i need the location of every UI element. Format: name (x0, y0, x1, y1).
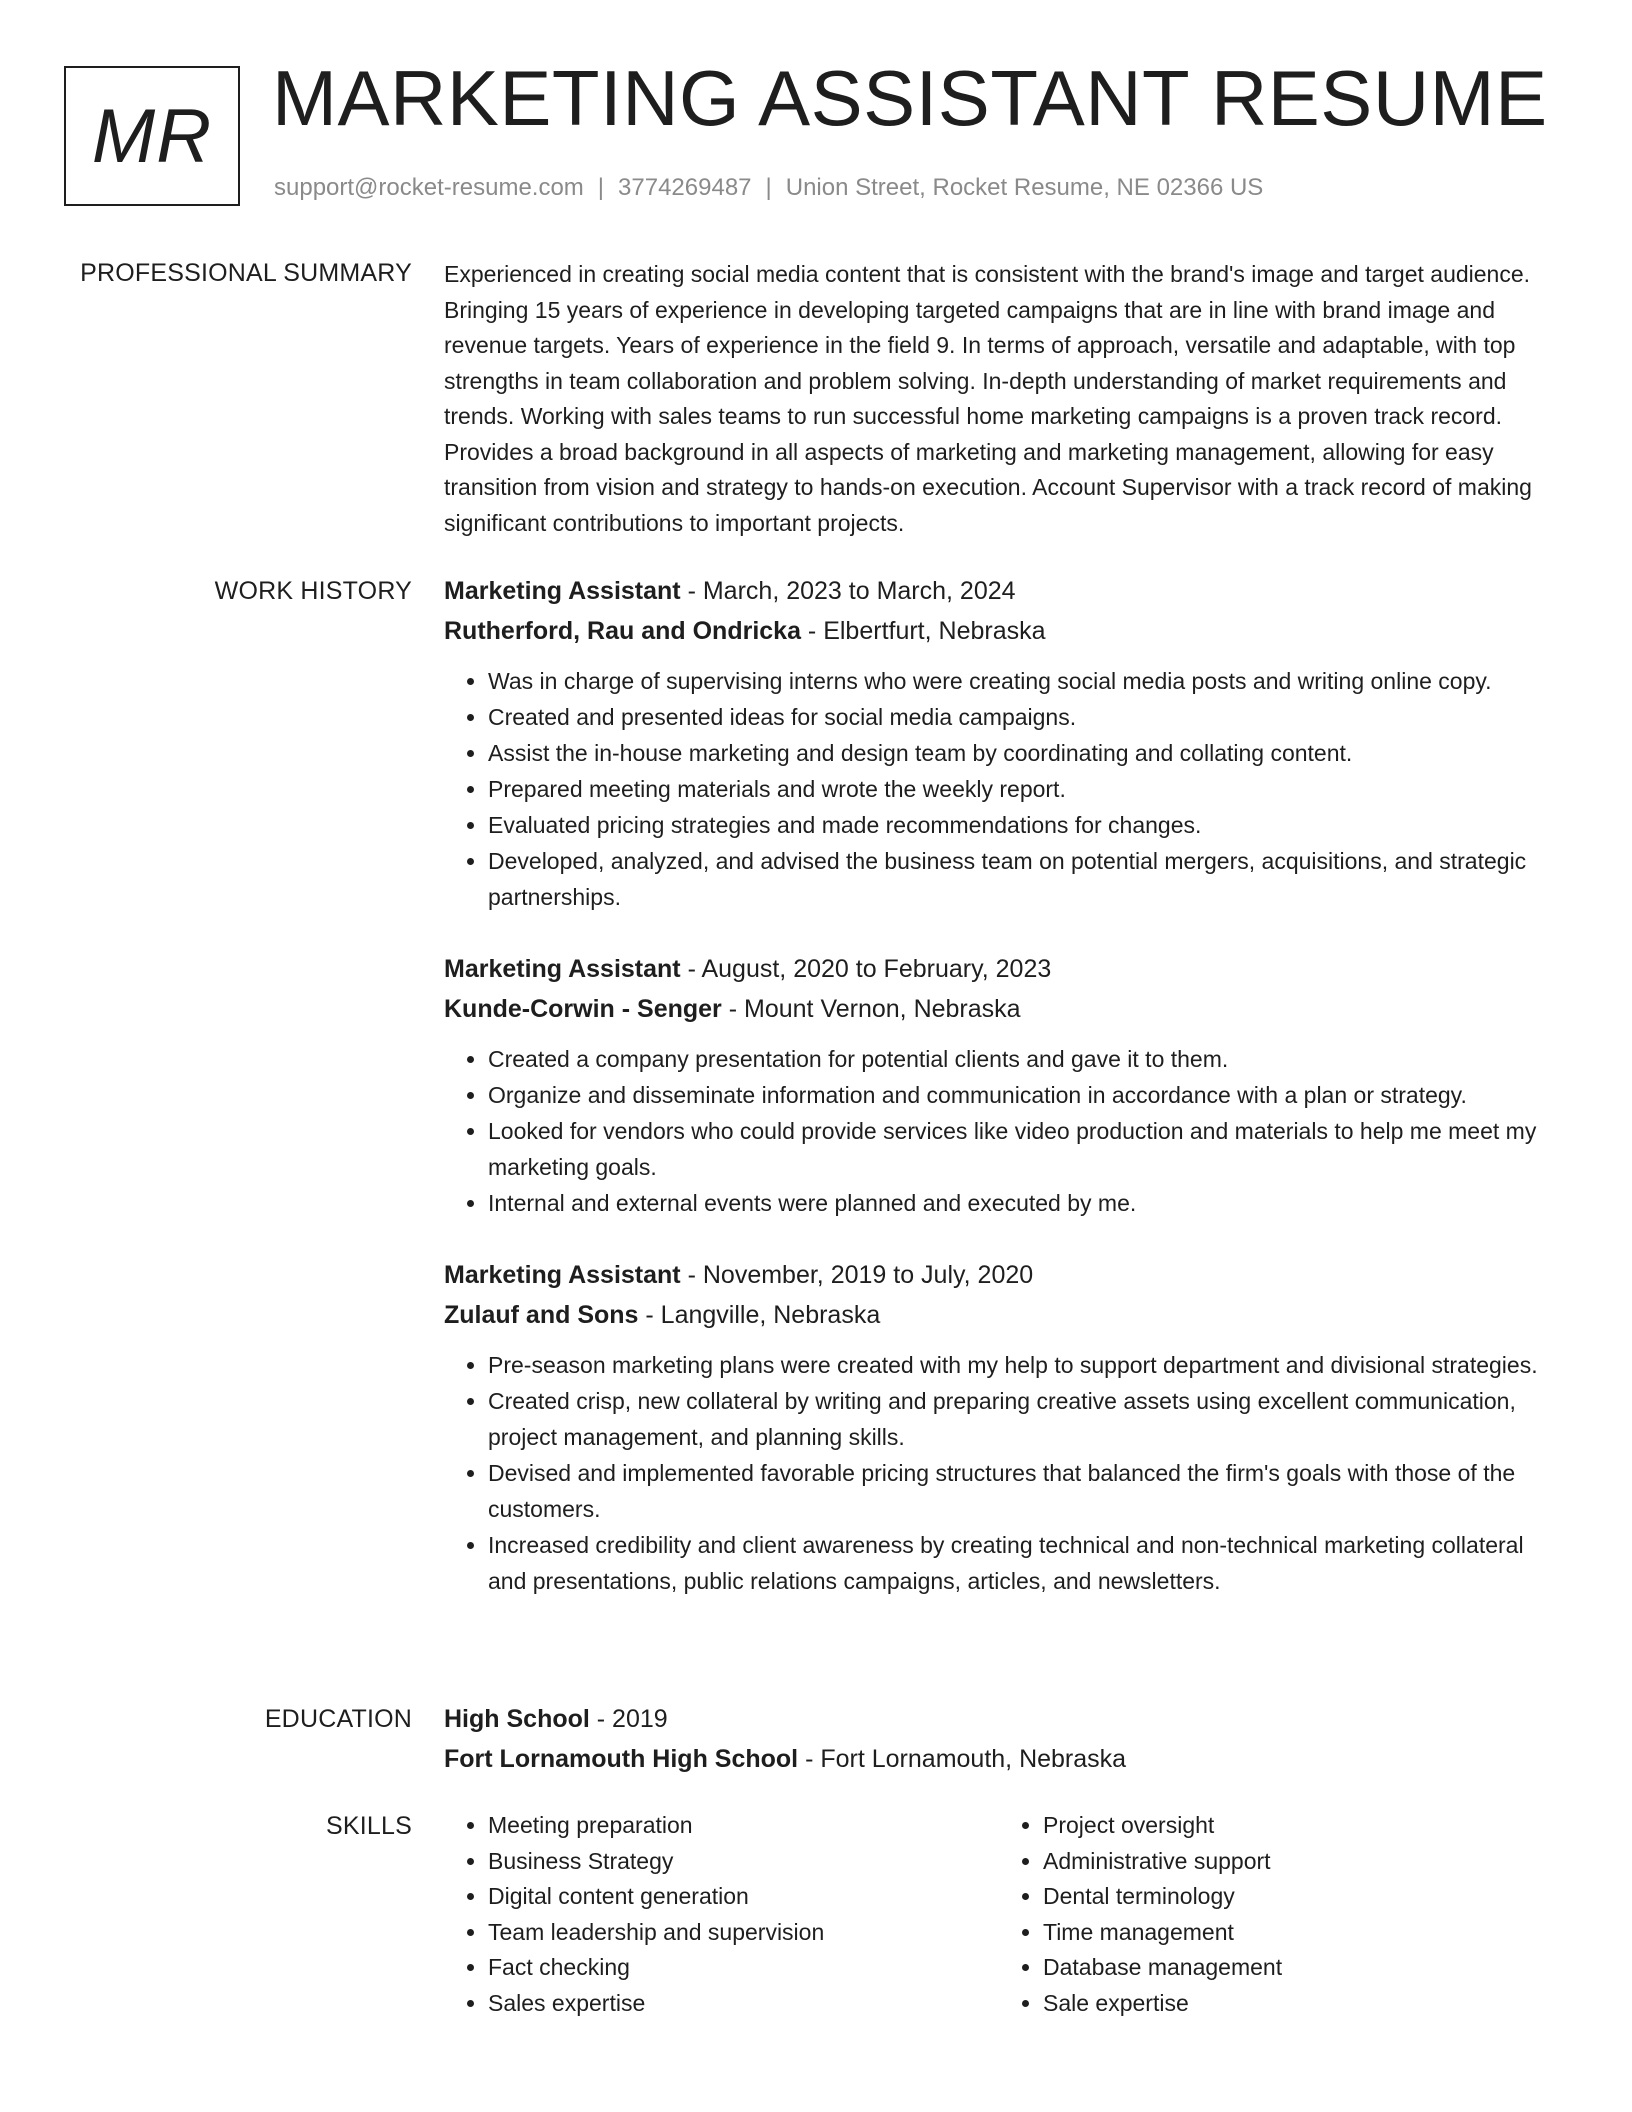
job-entry (444, 1255, 1554, 1599)
monogram-initials: MR (91, 93, 213, 179)
contact-phone: 3774269487 (618, 174, 752, 201)
job-entry (444, 949, 1554, 1221)
job-bullet: • Created crisp, new collateral by writing and preparing creative assets using excellent communication, project management, and planning skills. (488, 1383, 1554, 1455)
job-title-line (444, 949, 1554, 989)
job-bullets (444, 663, 1554, 915)
contact-separator: | (597, 174, 605, 201)
job-company: Rutherford, Rau and Ondricka (444, 617, 801, 645)
job-title-line (444, 571, 1554, 611)
skill-item: • Administrative support (1043, 1844, 1554, 1880)
job-title: Marketing Assistant (444, 955, 681, 983)
job-dates: - November, 2019 to July, 2020 (680, 1261, 1034, 1289)
job-bullet: • Evaluated pricing strategies and made recommendations for changes. (488, 807, 1554, 843)
skill-item: • Dental terminology (1043, 1879, 1554, 1915)
job-bullet: • Organize and disseminate information and communication in accordance with a plan or strategy. (488, 1077, 1554, 1113)
contact-address: Union Street, Rocket Resume, NE 02366 US (785, 174, 1264, 201)
section-label-work-history: WORK HISTORY (214, 577, 412, 605)
job-dates: - August, 2020 to February, 2023 (680, 955, 1052, 983)
job-title: Marketing Assistant (444, 577, 681, 605)
contact-line (274, 174, 1263, 202)
skill-item: • Business Strategy (488, 1844, 999, 1880)
section-label-skills: SKILLS (326, 1812, 412, 1840)
section-label-education: EDUCATION (264, 1705, 412, 1733)
skills-columns (444, 1808, 1554, 2021)
education-school-line (444, 1739, 1554, 1779)
skill-item: • Digital content generation (488, 1879, 999, 1915)
skill-item: • Meeting preparation (488, 1808, 999, 1844)
skill-item: • Fact checking (488, 1950, 999, 1986)
job-bullet: • Prepared meeting materials and wrote the weekly report. (488, 771, 1554, 807)
skill-item: • Sale expertise (1043, 1986, 1554, 2022)
job-company: Zulauf and Sons (444, 1301, 639, 1329)
skill-item: • Database management (1043, 1950, 1554, 1986)
job-bullets (444, 1041, 1554, 1221)
education-degree-line (444, 1699, 1554, 1739)
job-location: - Langville, Nebraska (638, 1301, 881, 1329)
job-bullet: • Created and presented ideas for social media campaigns. (488, 699, 1554, 735)
job-bullet: • Increased credibility and client awareness by creating technical and non-technical marketing collateral and presentations, public relations campaigns, articles, and newsletters. (488, 1527, 1554, 1599)
job-bullet: • Looked for vendors who could provide services like video production and materials to help me meet my marketing goals. (488, 1113, 1554, 1185)
skill-item: • Project oversight (1043, 1808, 1554, 1844)
job-bullet: • Was in charge of supervising interns who were creating social media posts and writing online copy. (488, 663, 1554, 699)
job-company-line (444, 989, 1554, 1029)
job-bullet: • Assist the in-house marketing and design team by coordinating and collating content. (488, 735, 1554, 771)
job-title: Marketing Assistant (444, 1261, 681, 1289)
job-bullet: • Pre-season marketing plans were created with my help to support department and divisional strategies. (488, 1347, 1554, 1383)
job-bullet: • Developed, analyzed, and advised the business team on potential mergers, acquisitions, and strategic partnerships. (488, 843, 1554, 915)
job-entry (444, 571, 1554, 915)
section-label-summary: PROFESSIONAL SUMMARY (80, 259, 412, 287)
job-location: - Mount Vernon, Nebraska (721, 995, 1021, 1023)
education-location: - Fort Lornamouth, Nebraska (798, 1745, 1127, 1773)
skills-list-left (444, 1808, 999, 2021)
skill-item: • Sales expertise (488, 1986, 999, 2022)
skill-item: • Team leadership and supervision (488, 1915, 999, 1951)
contact-email: support@rocket-resume.com (274, 174, 584, 201)
job-location: - Elbertfurt, Nebraska (800, 617, 1046, 645)
monogram-logo (64, 66, 240, 206)
job-company-line (444, 1295, 1554, 1335)
job-company: Kunde-Corwin - Senger (444, 995, 722, 1023)
job-bullets (444, 1347, 1554, 1599)
job-bullet: • Internal and external events were planned and executed by me. (488, 1185, 1554, 1221)
job-title-line (444, 1255, 1554, 1295)
education-degree: High School (444, 1705, 590, 1733)
job-bullet: • Created a company presentation for potential clients and gave it to them. (488, 1041, 1554, 1077)
skill-item: • Time management (1043, 1915, 1554, 1951)
summary-text: Experienced in creating social media content that is consistent with the brand's image and target audience. Bringing 15 years of experience in developing targeted campaigns that are in line with brand image and revenue targets. Years of experience in the field 9. In terms of approach, versatile and adaptable, with top strengths in team collaboration and problem solving. In-depth understanding of market requirements and trends. Working with sales teams to run successful home marketing campaigns is a proven track record. Provides a broad background in all aspects of marketing and marketing management, allowing for easy transition from vision and strategy to hands-on execution. Account Supervisor with a track record of making significant contributions to important projects. (444, 261, 1532, 536)
education-year: - 2019 (589, 1705, 668, 1733)
contact-separator: | (765, 174, 772, 201)
job-bullet: • Devised and implemented favorable pricing structures that balanced the firm's goals with those of the customers. (488, 1455, 1554, 1527)
resume-title: MARKETING ASSISTANT RESUME (272, 54, 1548, 142)
skills-list-right (999, 1808, 1554, 2021)
job-dates: - March, 2023 to March, 2024 (680, 577, 1016, 605)
education-school: Fort Lornamouth High School (444, 1745, 799, 1773)
job-company-line (444, 611, 1554, 651)
